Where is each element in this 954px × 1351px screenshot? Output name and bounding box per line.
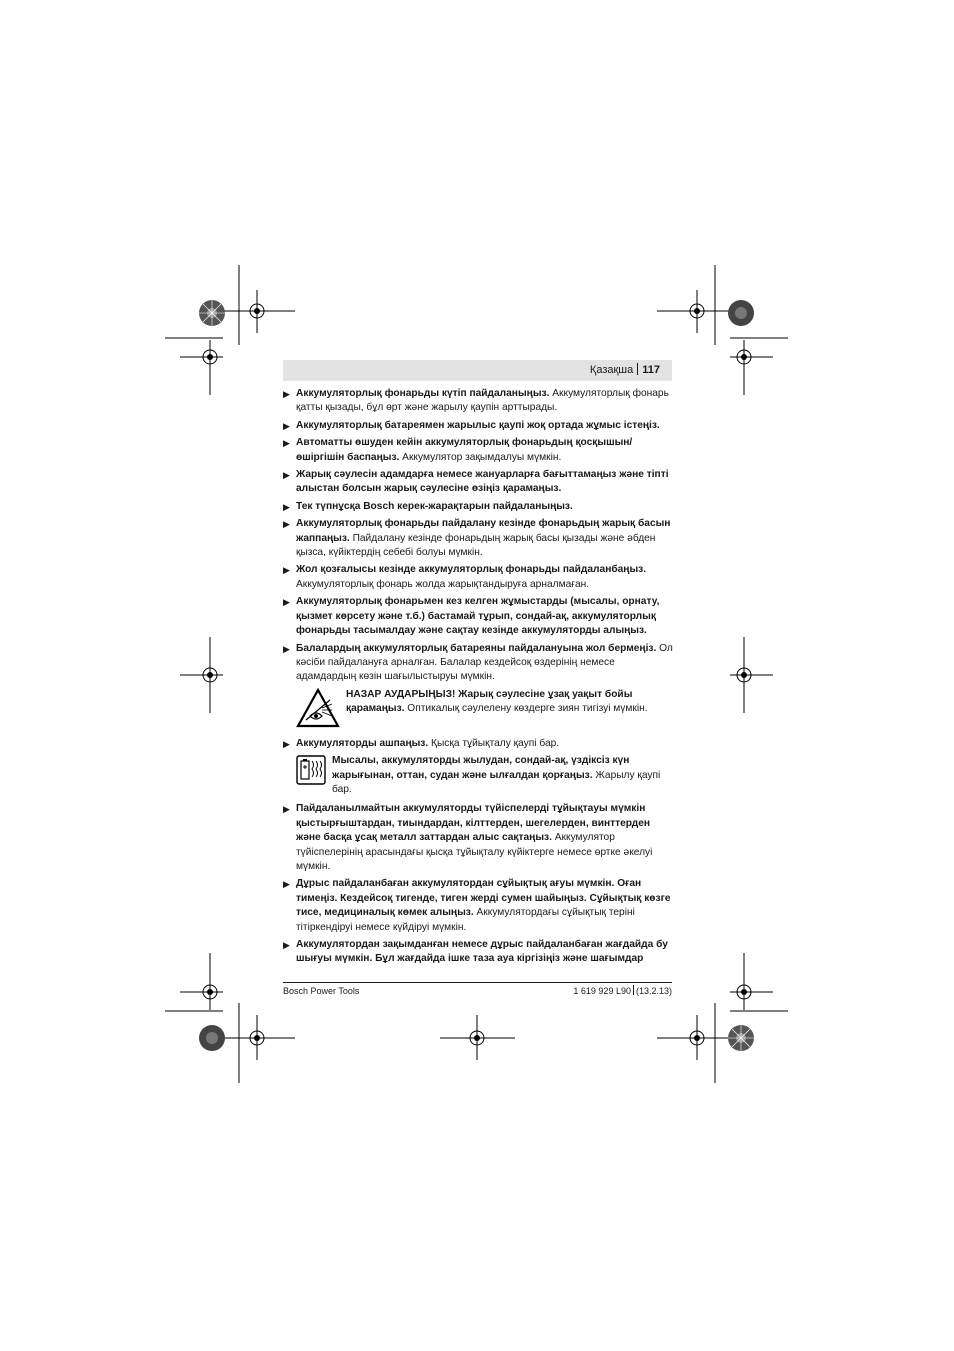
- header-separator: [637, 363, 638, 375]
- item-bold-text: Аккумуляторлық фонарьды күтіп пайдаланыңыз.: [296, 388, 550, 399]
- item-text: Ол кәсіби пайдалануға арналған. Балалар кездейсоқ өздерінің немесе адамдардың көзін шағылыстыруы мүмкін.: [296, 642, 673, 683]
- list-item: [283, 419, 675, 433]
- item-text: Аккумулятордағы сұйықтық теріні тітіркендіруі немесе күйдіруі мүмкін.: [296, 907, 635, 933]
- item-bold-text: Аккумуляторды ашпаңыз.: [296, 737, 429, 749]
- bullet-arrow-icon: ▶: [283, 389, 290, 399]
- bullet-arrow-icon: ▶: [283, 438, 290, 449]
- bullet-arrow-icon: ▶: [283, 738, 290, 749]
- footer-doc-code: 1 619 929 L90: [573, 986, 631, 996]
- item-text: Қысқа тұйықталу қаупі бар.: [428, 737, 560, 749]
- item-text: Аккумулятор түйіспелерінің арасындағы қысқа тұйықталу күйіктерге немесе өртке әкелуі мүмкін.: [296, 832, 653, 872]
- list-item: [283, 642, 675, 685]
- list-item: [283, 468, 675, 497]
- bullet-arrow-icon: ▶: [283, 879, 290, 890]
- item-bold-text: Аккумуляторлық фонарьды пайдалану кезінде фонарьдың жарық басын жаппаңыз.: [296, 518, 671, 544]
- list-item: [283, 877, 675, 935]
- list-item: [283, 938, 675, 967]
- list-item: [283, 387, 675, 416]
- battery-note-bold-text: Мысалы, аккумуляторды жылудан, сондай-ақ, үздіксіз күн жарығынан, оттан, судан және ылғалдан қорғаңыз.: [332, 755, 630, 781]
- footer-doc-info: [573, 985, 672, 997]
- bullet-arrow-icon: ▶: [283, 519, 290, 530]
- item-bold-text: Жол қозғалысы кезінде аккумуляторлық фонарьды пайдаланбаңыз.: [296, 564, 647, 576]
- warning-bold-text: НАЗАР АУДАРЫҢЫЗ! Жарық сәулесіне ұзақ уақыт бойы қарамаңыз.: [346, 688, 633, 715]
- footer-separator: [633, 985, 634, 995]
- battery-note-text: [332, 754, 675, 797]
- bullet-arrow-icon: ▶: [283, 940, 290, 950]
- optical-warning: [283, 688, 675, 728]
- item-text: Аккумуляторлық фонарь қатты қызады, бұл өрт және жарылу қаупін арттырады.: [296, 388, 669, 414]
- warning-plain-text: Оптикалық сәулелену көздерге зиян тигізуі мүмкін.: [404, 703, 648, 715]
- bullet-arrow-icon: ▶: [283, 501, 290, 512]
- list-item: [283, 595, 675, 638]
- battery-note-plain-text: Жарылу қаупі бар.: [332, 769, 661, 795]
- item-bold-text: Автоматты өшуден кейін аккумуляторлық фонарьдың қосқышын/өшіргішін баспаңыз.: [296, 437, 633, 463]
- item-text: Аккумулятор зақымдалуы мүмкін.: [399, 451, 562, 463]
- header-language: Қазақша: [589, 364, 634, 376]
- list-item: [283, 563, 675, 592]
- item-bold-text: Тек түпнұсқа Bosch керек-жарақтарын пайдаланыңыз.: [296, 500, 573, 512]
- header-text: [590, 363, 660, 378]
- item-text: Аккумуляторлық фонарь жолда жарықтандыруға арналмаған.: [296, 578, 590, 590]
- footer-rule: [283, 982, 672, 983]
- list-item: [283, 500, 675, 514]
- bullet-arrow-icon: ▶: [283, 804, 290, 815]
- list-item: [283, 802, 675, 874]
- bullet-arrow-icon: ▶: [283, 643, 290, 654]
- item-bold-text: Жарық сәулесін адамдарға немесе жануарларға бағыттамаңыз және тіпті алыстан болсын жарық сәулесіне өзіңіз қарамаңыз.: [296, 469, 669, 495]
- bullet-arrow-icon: ▶: [283, 565, 290, 576]
- battery-heat-note: [283, 754, 675, 797]
- bullet-arrow-icon: ▶: [283, 420, 290, 431]
- item-bold-text: Дұрыс пайдаланбаған аккумулятордан сұйықтық ағуы мүмкін. Оған тимеңіз. Кездейсоқ тигенде, тиген жерді сумен шайыңыз. Сұйықтық көзге тисе, медициналық көмек алыңыз.: [296, 878, 671, 919]
- item-bold-text: Аккумулятордан зақымданған немесе дұрыс пайдаланбаған жағдайда бу шығуы мүмкін. Бұл жағдайда ішке таза ауа кіргізіңіз және шағымдар: [296, 939, 668, 965]
- item-bold-text: Аккумуляторлық фонарьмен кез келген жұмыстарды (мысалы, орнату, қызмет көрсету және т.б.) бастамай тұрып, сондай-ақ, аккумуляторлық фонарьды тасымалдау және сақтау кезінде аккумуляторды алыңыз.: [296, 596, 660, 637]
- eye-warning-icon: [296, 688, 340, 728]
- bullet-arrow-icon: ▶: [283, 597, 290, 608]
- battery-heat-icon: [296, 755, 326, 785]
- list-item: [283, 436, 675, 465]
- page-header: [283, 360, 672, 381]
- list-item: [283, 737, 675, 751]
- warning-text: [346, 688, 675, 717]
- item-text: Пайдалану кезінде фонарьдың жарық басы қызады және әбден қызса, күйіктердің себебі болуы мүмкін.: [296, 532, 656, 559]
- item-bold-text: Пайдаланылмайтын аккумуляторды түйіспелерді тұйықтауы мүмкін қыстырғыштардан, тиындардан, кілттерден, шегелерден, винттерден және басқа ұсақ металл заттардан алыс сақтаңыз.: [296, 803, 651, 844]
- bullet-arrow-icon: ▶: [283, 470, 290, 481]
- item-bold-text: Аккумуляторлық батареямен жарылыс қаупі жоқ ортада жұмыс істеңіз.: [296, 419, 660, 431]
- page-number: 117: [642, 364, 660, 376]
- footer-brand: Bosch Power Tools: [283, 986, 360, 996]
- footer-date: (13.2.13): [635, 986, 672, 996]
- list-item: [283, 517, 675, 560]
- item-bold-text: Балалардың аккумуляторлық батареяны пайдалануына жол бермеңіз.: [296, 642, 657, 654]
- safety-instructions: [283, 387, 675, 970]
